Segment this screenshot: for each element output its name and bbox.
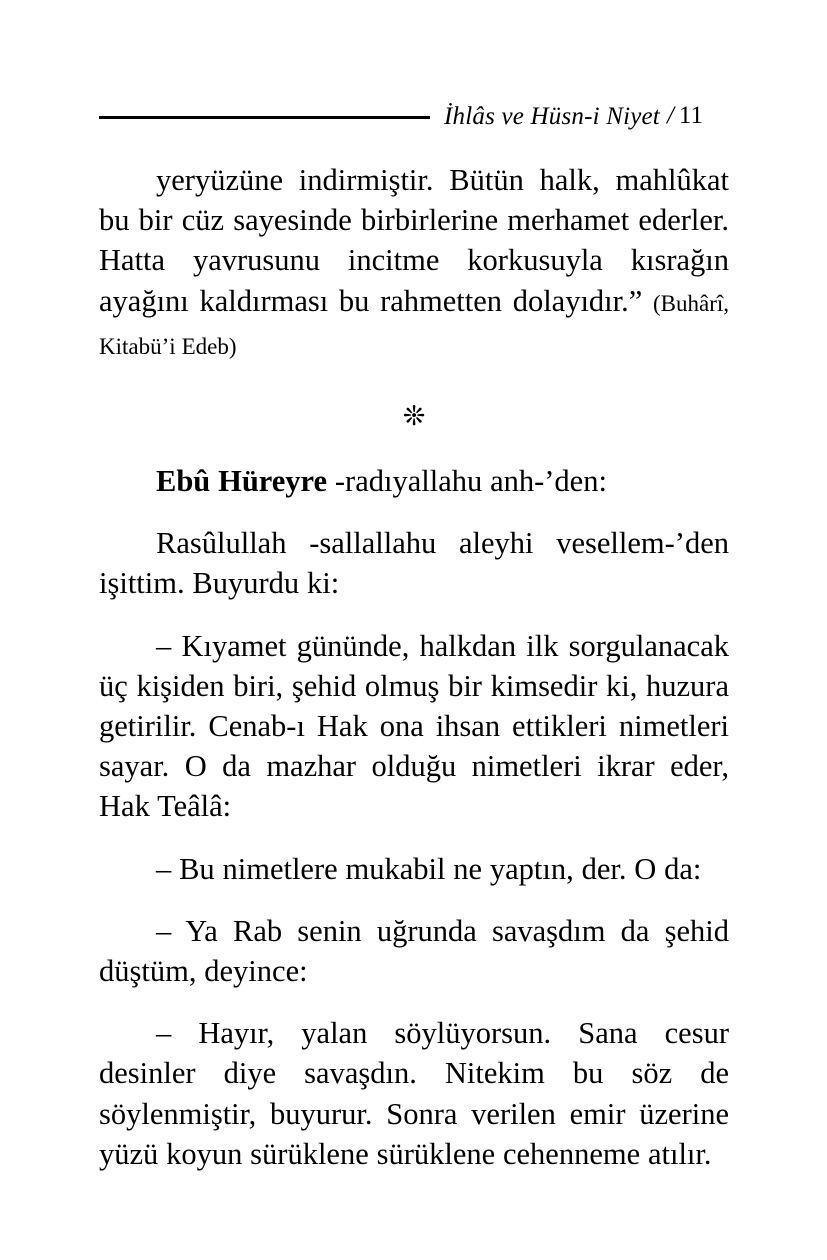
header-rule bbox=[99, 116, 430, 119]
paragraph-dialogue-4: – Hayır, yalan söylüyorsun. Sana cesur desinler diye savaşdın. Nitekim bu söz de söylenmiştir, buyurur. Sonra verilen emir üzerine yüzü koyun sürüklene sürüklene cehenneme atılır. bbox=[99, 1016, 729, 1171]
running-header bbox=[99, 96, 729, 136]
paragraph-text: yeryüzüne indirmiştir. Bütün halk, mahlûkat bu bir cüz sayesinde birbirlerine merhamet ederler. Hatta yavrusunu incitme korkusuyla kısrağın ayağını kaldırması bu rahmetten dolayıdır.” bbox=[99, 163, 729, 318]
paragraph-dialogue-3: – Ya Rab senin uğrunda savaşdım da şehid düştüm, deyince: bbox=[99, 913, 729, 989]
page-content bbox=[99, 160, 729, 1174]
header-chapter-title: İhlâs ve Hüsn-i Niyet bbox=[444, 102, 660, 130]
paragraph-dialogue-1: – Kıyamet gününde, halkdan ilk sorgulanacak üç kişiden biri, şehid olmuş bir kimsedir ki, huzura getirilir. Cenab-ı Hak ona ihsan ettikleri nimetleri sayar. O da mazhar olduğu nimetleri ikrar eder, Hak Teâlâ: bbox=[99, 628, 729, 824]
narrator-line bbox=[99, 461, 729, 501]
narrator-honorific: -radıyallahu anh-’den: bbox=[327, 464, 607, 499]
section-divider bbox=[99, 397, 729, 435]
flower-ornament-icon: ❊ bbox=[402, 401, 426, 433]
page-number: 11 bbox=[678, 102, 703, 129]
narrator-name: Ebû Hüreyre bbox=[156, 464, 328, 499]
paragraph-hadith-intro: Rasûlullah -sallallahu aleyhi vesellem-’den işittim. Buyurdu ki: bbox=[99, 526, 729, 601]
hadith-source-citation: (Buhârî, Kitabü’i Edeb) bbox=[99, 290, 729, 359]
paragraph-continuation bbox=[99, 160, 729, 367]
paragraph-dialogue-2: – Bu nimetlere mukabil ne yaptın, der. O da: bbox=[156, 851, 702, 886]
header-separator: / bbox=[666, 102, 674, 129]
